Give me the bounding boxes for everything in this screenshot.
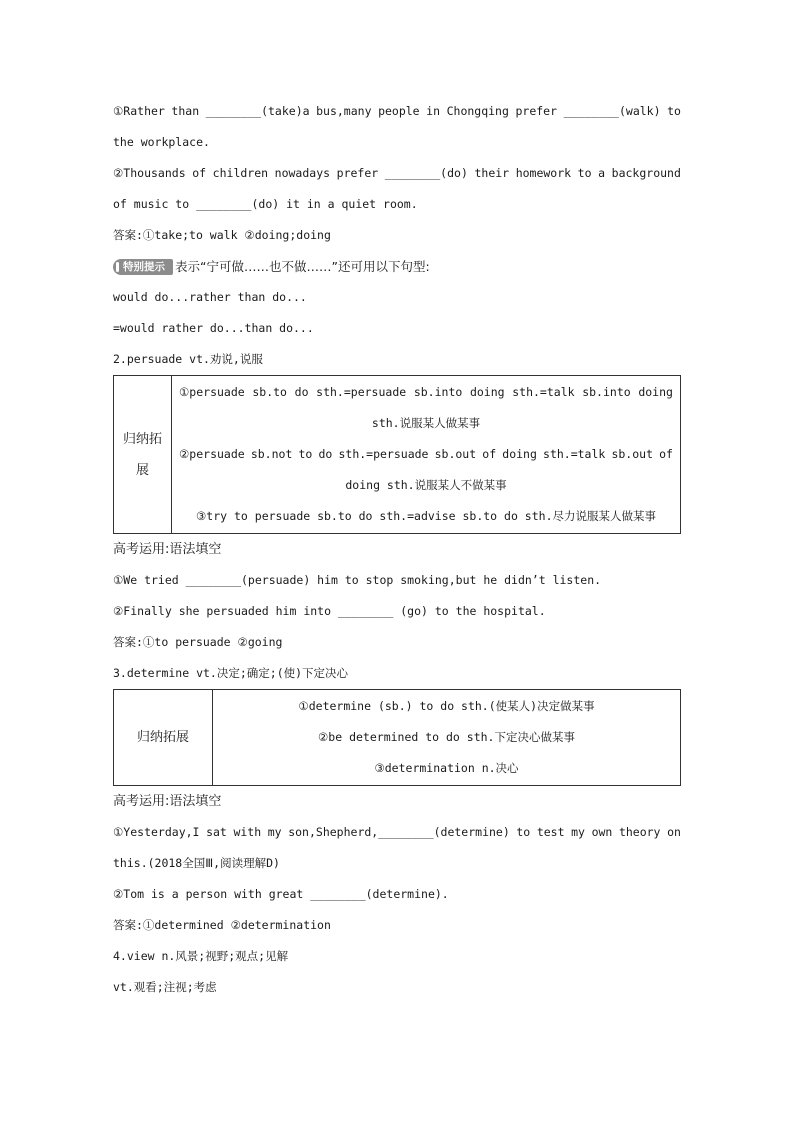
pattern-line: would do...rather than do... — [113, 290, 307, 304]
word: sat — [206, 825, 227, 839]
word: sb.into — [582, 385, 631, 399]
word: bus,many — [316, 104, 372, 118]
word: ________(take)a — [205, 104, 310, 118]
table-row — [173, 377, 679, 408]
word: doing — [469, 385, 505, 399]
word: homework — [515, 166, 572, 180]
word: test — [536, 825, 565, 839]
word: people — [378, 104, 420, 118]
exercise-line — [113, 96, 681, 127]
section-heading: 2.persuade vt.劝说,说服 — [113, 352, 263, 366]
section-subheading: vt.观看;注视;考虑 — [113, 980, 217, 994]
table-head-text: 归纳拓 — [122, 431, 162, 447]
table-row: ③determination n.决心 — [374, 761, 519, 775]
answer-line: 答案:①take;to walk ②doing;doing — [113, 228, 331, 242]
answer-line: 答案:①determined ②determination — [113, 918, 331, 932]
word: to — [577, 166, 592, 180]
word: to — [516, 825, 531, 839]
word: background — [611, 166, 681, 180]
word: ________(walk) — [563, 104, 661, 118]
pattern-line: =would rather do...than do... — [113, 321, 314, 335]
word: to — [667, 104, 681, 118]
word: sth.=persuade — [316, 385, 407, 399]
word: ②Thousands — [113, 166, 186, 180]
word: sth.=talk — [543, 447, 606, 461]
word: sth.=persuade — [338, 447, 429, 461]
question-line: this.(2018全国Ⅲ,阅读理解D) — [113, 856, 280, 870]
word: doing — [502, 447, 537, 461]
word: my — [267, 825, 282, 839]
tip-badge: 特别提示 — [113, 259, 173, 275]
table-row: ①determine (sb.) to do sth.(使某人)决定做某事 — [298, 699, 595, 713]
word: ①persuade — [179, 385, 245, 399]
question-line — [113, 817, 681, 848]
word: own — [591, 825, 613, 839]
table-body-cell — [213, 690, 681, 786]
word: sb.not — [250, 447, 293, 461]
word: sb.into — [413, 385, 463, 399]
exercise-line — [113, 158, 681, 189]
question-line: ②Tom is a person with great ________(determine). — [113, 887, 449, 901]
section-heading: 4.view n.风景;视野;观点;见解 — [113, 949, 289, 963]
table-row: ②be determined to do sth.下定决心做某事 — [318, 730, 575, 744]
word: sb.to — [252, 385, 287, 399]
word: sb.out — [434, 447, 477, 461]
expansion-table — [113, 375, 681, 534]
table-row: doing sth.说服某人不做某事 — [345, 478, 507, 492]
special-tip — [113, 251, 681, 282]
table-head-cell — [114, 690, 213, 786]
word: of — [659, 447, 673, 461]
word: ①Yesterday,I — [113, 825, 200, 839]
practice-title: 高考运用:语法填空 — [113, 794, 222, 809]
word: ________(do) — [384, 166, 468, 180]
question-line: ②Finally she persuaded him into ________ (go) to the hospital. — [113, 604, 546, 618]
word: to — [298, 447, 313, 461]
word: do — [294, 385, 309, 399]
word: with — [233, 825, 262, 839]
word: sth.=talk — [512, 385, 575, 399]
word: sb.out — [611, 447, 653, 461]
table-head-text: 归纳拓展 — [136, 730, 189, 745]
word: a — [598, 166, 606, 180]
word: than — [171, 104, 200, 118]
word: of — [482, 447, 497, 461]
expansion-table — [113, 689, 681, 786]
table-row: ③try to persuade sb.to do sth.=advise sb.to do sth.尽力说服某人做某事 — [196, 509, 656, 523]
word: their — [474, 166, 510, 180]
word: children — [212, 166, 269, 180]
word: Chongqing — [446, 104, 509, 118]
word: son,Shepherd,________(determine) — [288, 825, 510, 839]
word: doing — [638, 385, 673, 399]
word: in — [426, 104, 441, 118]
exercise-line: the workplace. — [113, 135, 210, 149]
table-head-cell — [114, 376, 172, 534]
practice-title: 高考运用:语法填空 — [113, 542, 222, 557]
table-row: sth.说服某人做某事 — [371, 416, 481, 430]
section-heading: 3.determine vt.决定;确定;(使)下定决心 — [113, 666, 349, 680]
word: on — [667, 825, 681, 839]
word: do — [318, 447, 333, 461]
exercise-line: of music to ________(do) it in a quiet room. — [113, 197, 418, 211]
word: theory — [618, 825, 661, 839]
table-body-cell — [172, 376, 681, 534]
question-line: ①We tried ________(persuade) him to stop smoking,but he didn’t listen. — [113, 573, 602, 587]
word: prefer — [515, 104, 558, 118]
table-row — [173, 439, 679, 470]
document-page — [113, 96, 681, 1003]
tip-text: 表示“宁可做……也不做……”还可用以下句型: — [175, 259, 430, 274]
word: ②persuade — [179, 447, 245, 461]
word: ①Rather — [113, 104, 165, 118]
word: prefer — [336, 166, 379, 180]
table-head-text: 展 — [135, 462, 149, 478]
word: my — [571, 825, 585, 839]
answer-line: 答案:①to persuade ②going — [113, 635, 283, 649]
word: of — [192, 166, 207, 180]
word: nowadays — [274, 166, 331, 180]
